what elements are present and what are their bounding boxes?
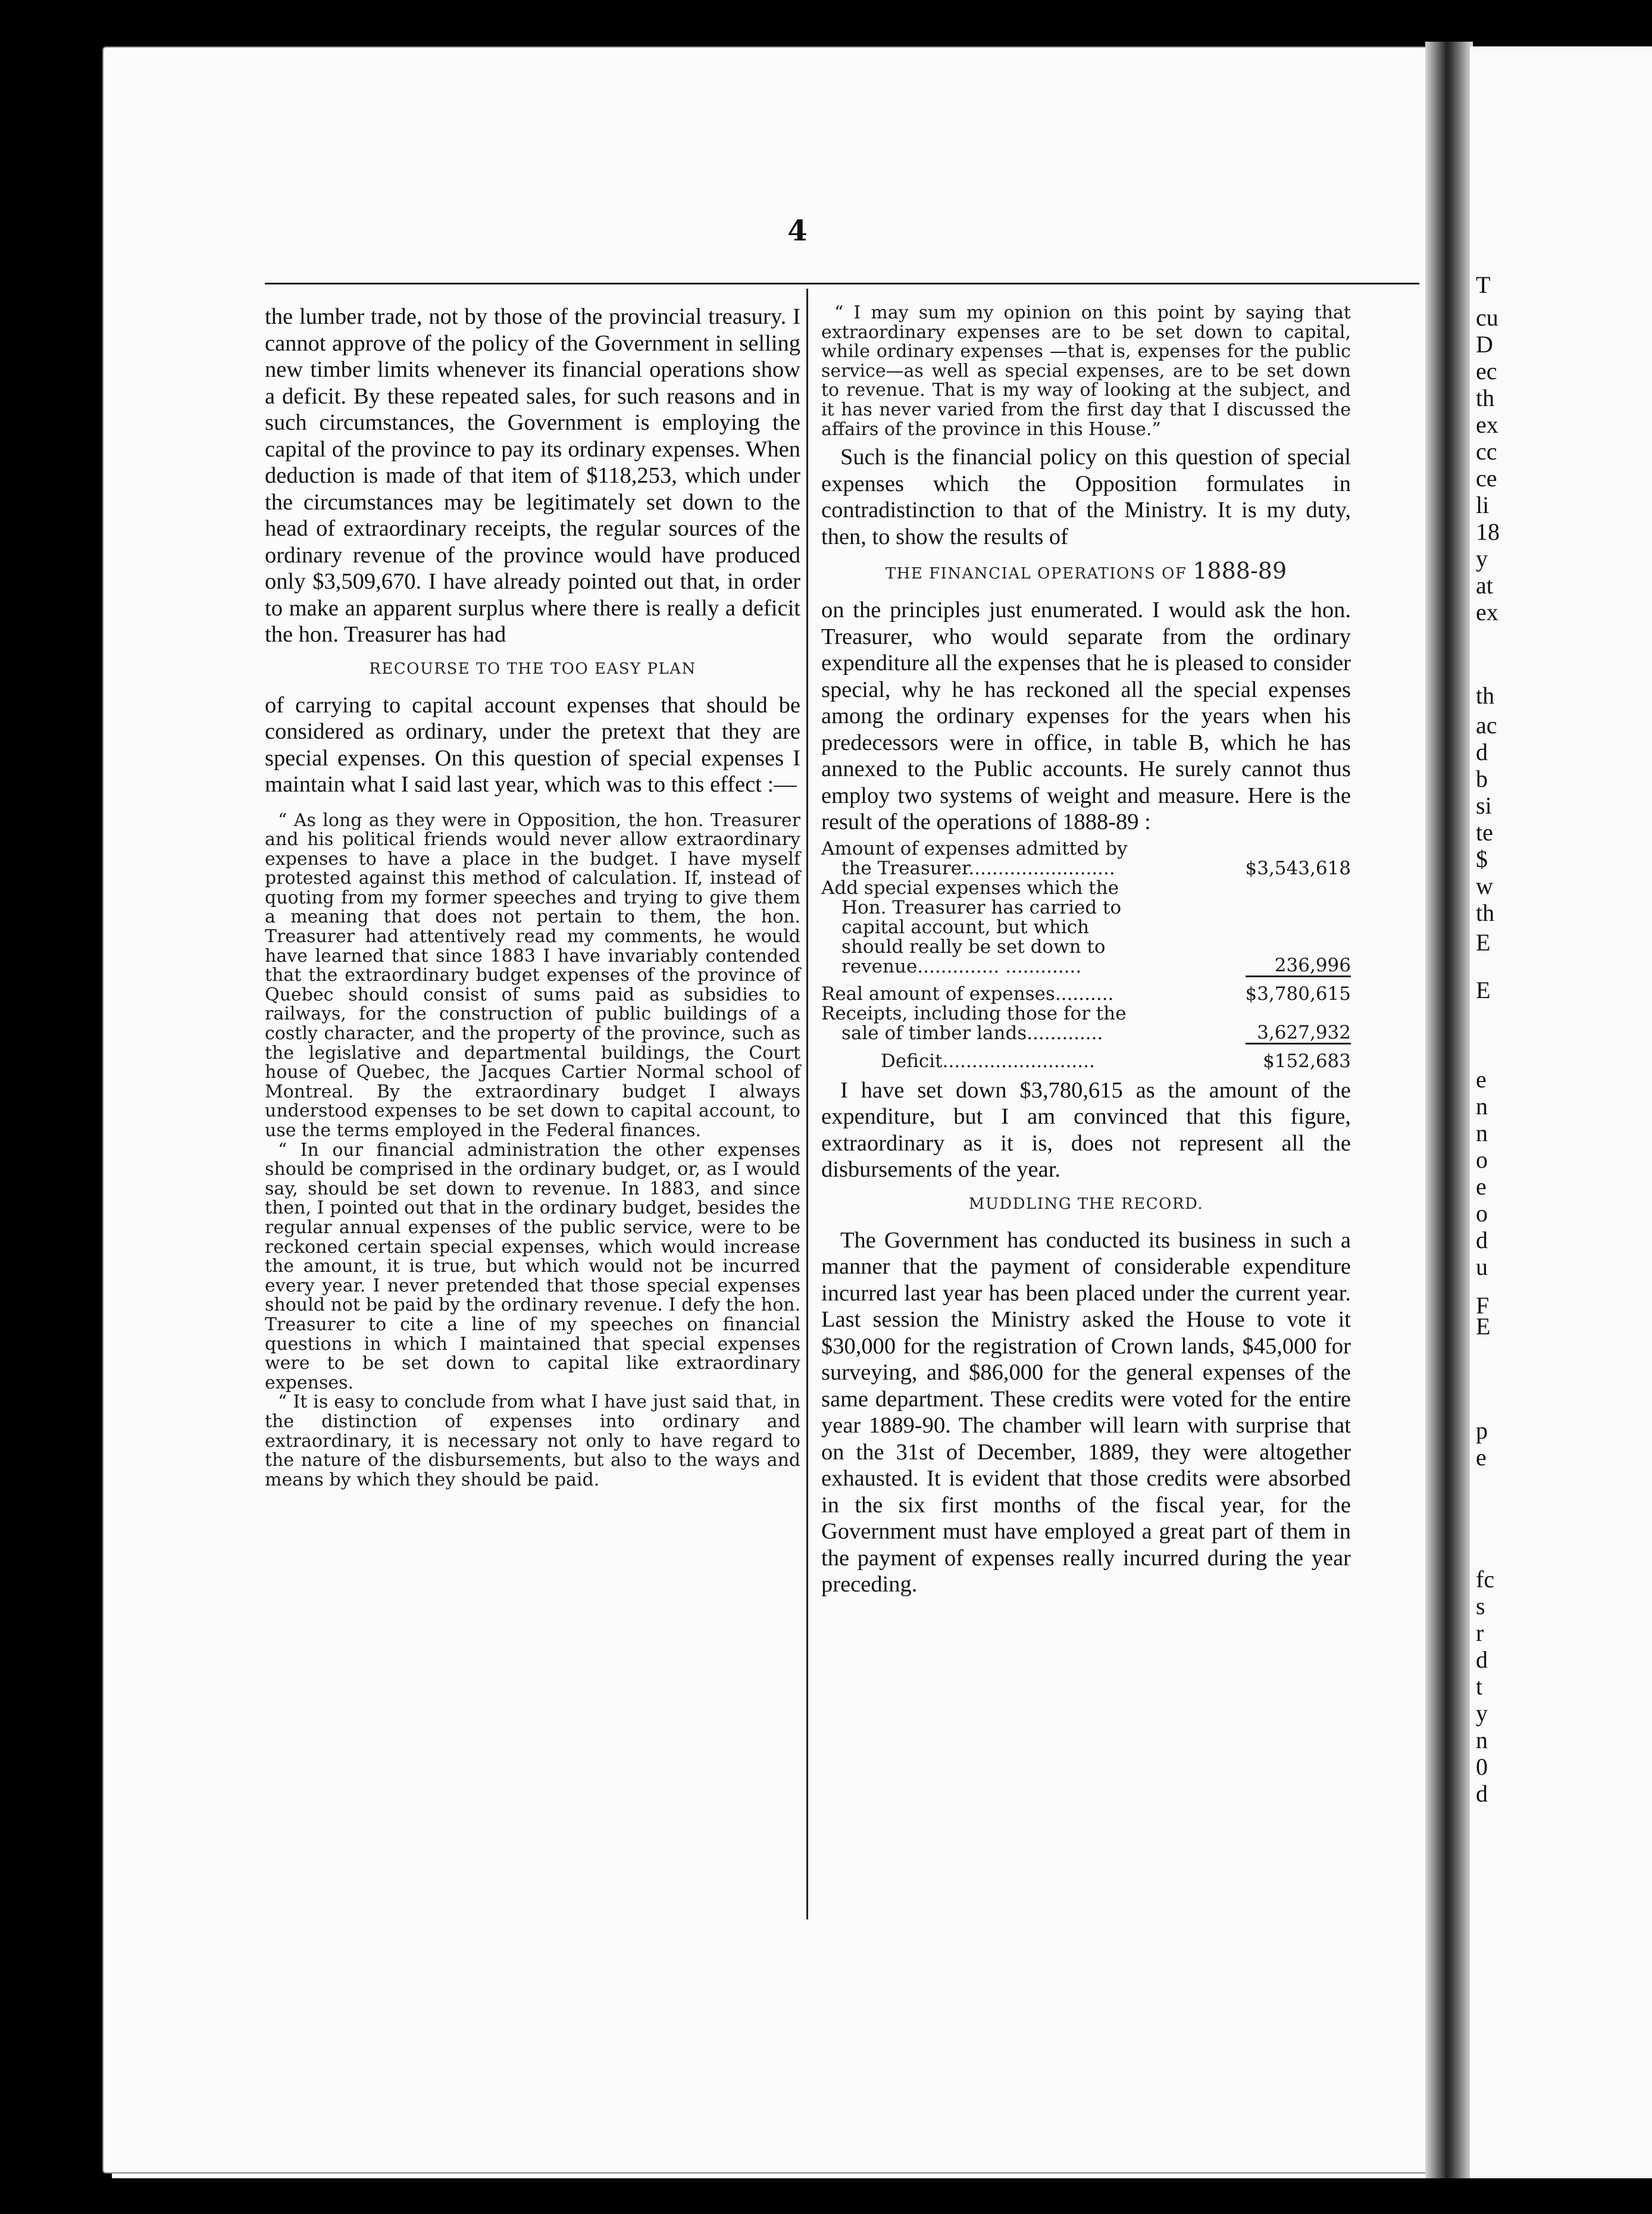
adjacent-page-fragment: n: [1476, 1093, 1488, 1119]
quoted-passage: “ In our financial administration the other expenses should be comprised in the ordinary budget, or, as I would say, should be set down to revenue. In 1883, and since then, I pointed out that in the ordinary budget, besides the regular annual expenses of the public service, were to be reckoned certain special expenses, which would increase the amount, it is true, but which would not be incurred every year. I never pretended that those special expenses should not be paid by the ordinary revenue. I defy the hon. Treasurer to cite a line of my speeches on financial questions in which I maintained that special expenses were to be set down to capital like extraordinary expenses.: [265, 1139, 800, 1393]
adjacent-page-fragment: ex: [1476, 411, 1498, 438]
paragraph: the lumber trade, not by those of the provincial treasury. I cannot approve of the policy of the Government in selling new timber limits whenever its financial operations show a deficit. By these repeated sales, for such reasons and in such circumstances, the Government is employing the capital of the province to pay its ordinary expenses. When deduction is made of that item of $118,253, which under the circumstances may be legitimately set down to the head of extraordinary receipts, the regular sources of the ordinary revenue of the province would have produced only $3,509,670. I have already pointed out that, in order to make an apparent surplus where there is really a deficit the hon. Treasurer has had: [265, 304, 800, 647]
adjacent-page-fragment: d: [1476, 1780, 1488, 1807]
row-label: Deficit..........................: [881, 1050, 1095, 1072]
quoted-passage: “ As long as they were in Opposition, the hon. Treasurer and his political friends would never allow extraordinary expenses to have a place in the budget. I have myself protested against this method of calculation. If, instead of quoting from my former speeches and trying to give them a meaning that does not pertain to them, the hon. Treasurer had attentively read my comments, he would have learned that since 1883 I have invariably contended that the extraordinary budget expenses of the province of Quebec should consist of sums paid as subsidies to railways, for the construction of public buildings of a costly character, and the property of the province, such as the legislative and departmental buildings, the Court house of Quebec, the Jacques Cartier Normal school of Montreal. By the extraordinary budget I always understood expenses to be set down to capital account, to use the terms employed in the Federal finances.: [265, 809, 800, 1141]
adjacent-page-fragment: $: [1476, 846, 1488, 873]
book-gutter: [1425, 42, 1473, 2178]
left-column: [265, 304, 800, 1490]
section-heading: MUDDLING THE RECORD.: [968, 1194, 1204, 1213]
adjacent-page-fragment: p: [1476, 1417, 1488, 1444]
adjacent-page-fragment: d: [1476, 1227, 1488, 1253]
adjacent-page-fragment: th: [1476, 899, 1495, 926]
row-label: Hon. Treasurer has carried to: [841, 896, 1122, 918]
adjacent-page-fragment: ce: [1476, 465, 1497, 492]
adjacent-page-fragment: e: [1476, 1444, 1487, 1471]
paragraph: I have set down $3,780,615 as the amount of the expenditure, but I am convinced that this figure, extraordinary as it is, does not represent all the disbursements of the year.: [821, 1077, 1351, 1183]
adjacent-page-fragment: th: [1476, 384, 1495, 411]
page-number: 4: [787, 214, 808, 248]
adjacent-page-fragment: th: [1476, 682, 1495, 709]
paragraph: The Government has conducted its business in such a manner that the payment of considerable expenditure incurred last year has been placed under the current year. Last session the Ministry asked the House to vote it $30,000 for the registration of Crown lands, $45,000 for surveying, and $86,000 for the general expenses of the same department. These credits were voted for the entire year 1889-90. The chamber will learn with surprise that on the 31st of December, 1889, they were altogether exhausted. It is evident that those credits were absorbed in the six first months of the fiscal year, for the Government must have employed a great part of them in the payment of expenses really incurred during the year preceding.: [821, 1227, 1351, 1597]
section-heading: [821, 558, 1351, 584]
table-row: [821, 878, 1351, 977]
row-label: Amount of expenses admitted by: [821, 837, 1128, 859]
adjacent-page-fragment: o: [1476, 1146, 1488, 1173]
right-column: [821, 304, 1351, 1598]
heading-text: THE FINANCIAL OPERATIONS OF: [885, 565, 1187, 583]
adjacent-page-fragment: li: [1476, 492, 1490, 518]
adjacent-page-fragment: ec: [1476, 358, 1497, 384]
adjacent-page-fragment: y: [1476, 545, 1488, 572]
adjacent-page-fragment: E: [1476, 977, 1491, 1003]
adjacent-page-fragment: r: [1476, 1619, 1484, 1646]
row-label: sale of timber lands.............: [841, 1022, 1103, 1045]
row-amount: 236,996: [1274, 955, 1351, 977]
table-row: [821, 839, 1351, 878]
adjacent-page-fragment: y: [1476, 1700, 1488, 1727]
adjacent-page-fragment: ac: [1476, 712, 1497, 739]
quoted-passage: “ It is easy to conclude from what I have just said that, in the distinction of expenses into ordinary and extraordinary, it is necessary not only to have regard to the nature of the disbursements, but also to the ways and means by which they should be paid.: [265, 1391, 800, 1490]
heading-year: 1888-89: [1193, 558, 1287, 584]
column-divider: [806, 289, 808, 1919]
row-label: should really be set down to: [841, 936, 1106, 958]
paragraph: on the principles just enumerated. I would ask the hon. Treasurer, who would separate from the ordinary expenditure all the expenses that he is pleased to consider special, why he has reckoned all the special expenses among the ordinary expenses for the years when his predecessors were in office, in table B, which he has annexed to the Public accounts. He surely cannot thus employ two systems of weight and measure. Here is the result of the operations of 1888-89 :: [821, 598, 1351, 835]
row-amount: $3,780,615: [1245, 983, 1351, 1005]
row-label: revenue.............. .............: [841, 955, 1082, 977]
row-label: Add special expenses which the: [821, 877, 1119, 899]
adjacent-page-fragment: n: [1476, 1727, 1488, 1753]
row-label: the Treasurer.........................: [841, 857, 1115, 879]
adjacent-page-fragment: D: [1476, 331, 1493, 358]
adjacent-page-fragment: F: [1476, 1292, 1490, 1319]
section-heading: RECOURSE TO THE TOO EASY PLAN: [369, 659, 696, 678]
adjacent-page-fragment: fc: [1476, 1566, 1495, 1593]
adjacent-page-fragment: cc: [1476, 438, 1497, 465]
row-label: Real amount of expenses..........: [821, 983, 1114, 1005]
row-label: capital account, but which: [841, 916, 1090, 938]
scan-border-top: [0, 0, 1652, 46]
row-amount: 3,627,932: [1257, 1021, 1351, 1043]
quoted-passage: “ I may sum my opinion on this point by saying that extraordinary expenses are to be set down to capital, while ordinary expenses —that is, expenses for the public service—as well as special expenses, are to be set down to revenue. That is my way of looking at the subject, and it has never varied from the first day that I discussed the affairs of the province in this House.”: [821, 302, 1351, 440]
adjacent-page-fragment: w: [1476, 873, 1493, 899]
financial-table: [821, 839, 1351, 1071]
adjacent-page-fragment: at: [1476, 572, 1493, 599]
scan-border-bottom: [0, 2178, 1652, 2214]
row-amount: $3,543,618: [1245, 857, 1351, 879]
adjacent-page-fragment: b: [1476, 765, 1488, 792]
adjacent-page-fragment: E: [1476, 1313, 1491, 1340]
header-rule: [265, 283, 1419, 284]
scan-border-left: [0, 0, 112, 2214]
adjacent-page-fragment: te: [1476, 819, 1493, 846]
paragraph: Such is the financial policy on this question of special expenses which the Opposition formulates in contradistinction to that of the Ministry. It is my duty, then, to show the results of: [821, 445, 1351, 549]
adjacent-page-fragment: o: [1476, 1200, 1488, 1227]
adjacent-page-fragment: cu: [1476, 304, 1498, 331]
paragraph: of carrying to capital account expenses that should be considered as ordinary, under the pretext that they are special expenses. On this question of special expenses I maintain what I said last year, which was to this effect :—: [265, 692, 800, 797]
adjacent-page-fragment: d: [1476, 1646, 1488, 1673]
row-label: Receipts, including those for the: [821, 1003, 1127, 1025]
adjacent-page-fragment: d: [1476, 739, 1488, 765]
adjacent-page-fragment: T: [1476, 271, 1491, 298]
table-row: [821, 984, 1351, 1004]
adjacent-page-fragment: t: [1476, 1673, 1483, 1700]
table-row: [821, 1004, 1351, 1043]
adjacent-page-fragment: u: [1476, 1253, 1488, 1280]
adjacent-page-fragment: e: [1476, 1066, 1487, 1093]
adjacent-page-fragment: E: [1476, 929, 1491, 956]
adjacent-page-fragment: 18: [1476, 518, 1500, 545]
table-row: [821, 1052, 1351, 1071]
adjacent-page-edge: [1470, 46, 1652, 2178]
adjacent-page-fragment: n: [1476, 1119, 1488, 1146]
adjacent-page-fragment: e: [1476, 1173, 1487, 1200]
adjacent-page-fragment: si: [1476, 792, 1492, 819]
adjacent-page-fragment: s: [1476, 1593, 1485, 1619]
adjacent-page-fragment: 0: [1476, 1753, 1488, 1780]
row-amount: $152,683: [1263, 1050, 1351, 1072]
adjacent-page-fragment: ex: [1476, 599, 1498, 626]
